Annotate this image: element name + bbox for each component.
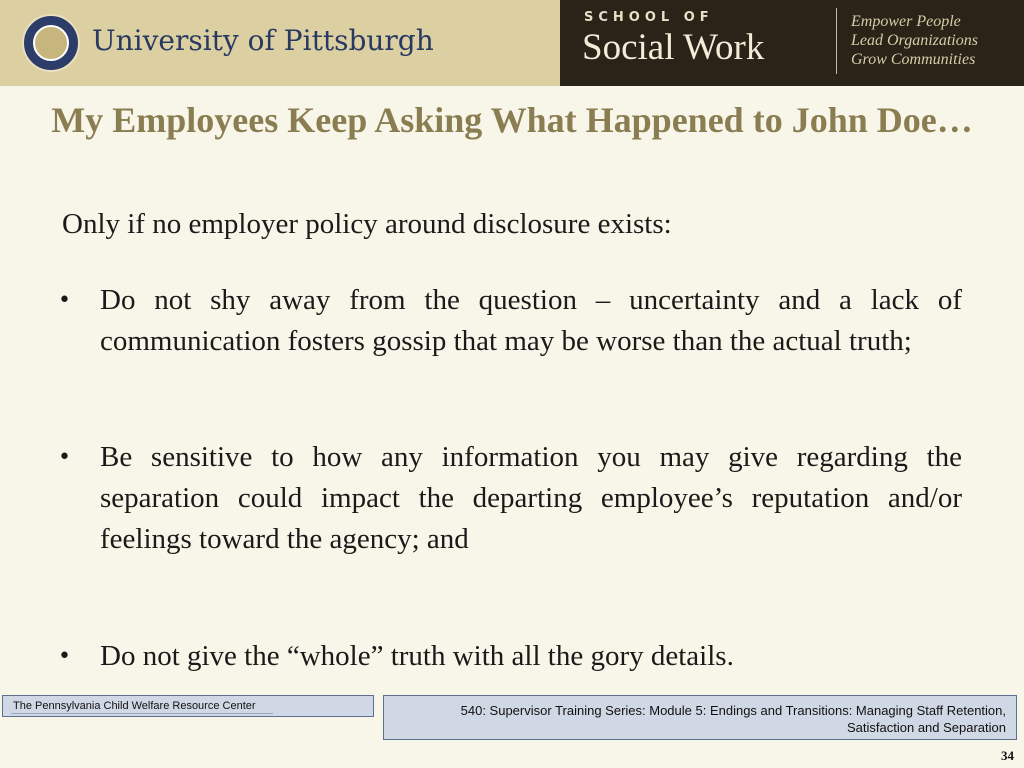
footer-organization: [2, 695, 374, 717]
footer-organization-text: The Pennsylvania Child Welfare Resource Center: [13, 700, 256, 712]
tagline: [851, 12, 978, 69]
bullet-icon: •: [58, 288, 71, 313]
school-of-label: SCHOOL OF: [584, 10, 714, 25]
university-seal-icon: [22, 14, 80, 72]
header: [0, 0, 1024, 86]
footer-course-title: 540: Supervisor Training Series: Module 5: Endings and Transitions: Managing Staff Retention, Satisfaction and Separation: [383, 695, 1017, 740]
school-name: Social Work: [582, 27, 765, 68]
bullet-icon: •: [58, 644, 71, 669]
university-banner: [0, 0, 560, 86]
university-name: University of Pittsburgh: [92, 24, 434, 57]
tagline-line: Lead Organizations: [851, 32, 978, 49]
tagline-line: Grow Communities: [851, 51, 976, 68]
footer-underline: [11, 713, 273, 714]
page-number: 34: [1001, 748, 1014, 763]
bullet-text: Do not shy away from the question – uncertainty and a lack of communication fosters gossip that may be worse than the actual truth;: [100, 284, 962, 357]
bullet-text: Do not give the “whole” truth with all the gory details.: [100, 640, 734, 672]
header-divider: [836, 8, 837, 74]
bullet-icon: •: [58, 445, 71, 470]
tagline-line: Empower People: [851, 13, 961, 30]
slide-title: My Employees Keep Asking What Happened to John Doe…: [51, 100, 973, 140]
intro-text: Only if no employer policy around disclosure exists:: [62, 208, 672, 240]
bullet-text: Be sensitive to how any information you may give regarding the separation could impact the departing employee’s reputation and/or feelings toward the agency; and: [100, 441, 962, 555]
